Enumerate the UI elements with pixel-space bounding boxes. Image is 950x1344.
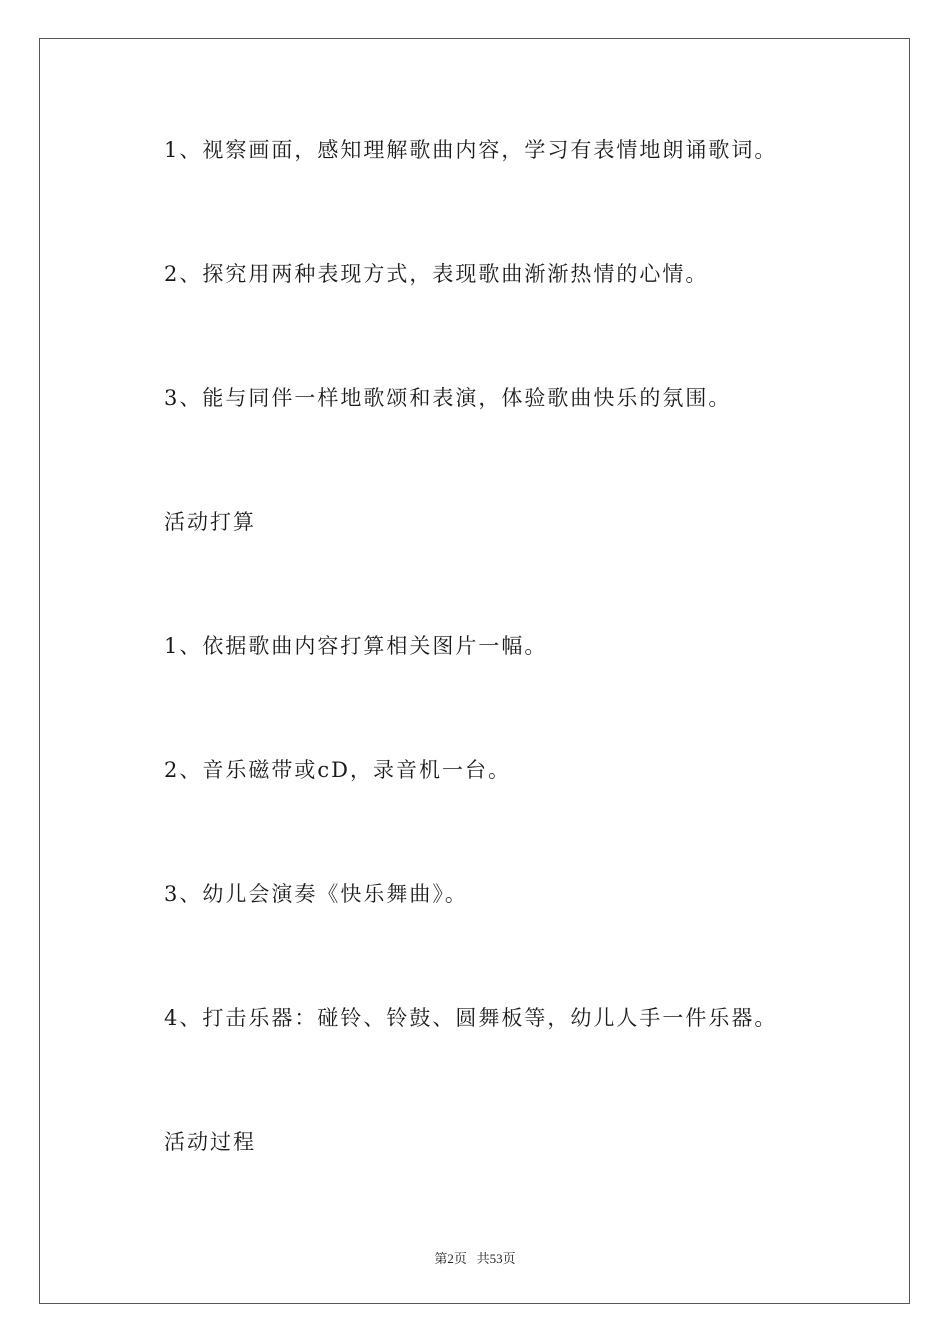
total-pages: 共53页 bbox=[476, 1251, 516, 1266]
preparation-item-2: 2、音乐磁带或cD，录音机一台。 bbox=[164, 758, 511, 782]
preparation-item-3: 3、幼儿会演奏《快乐舞曲》。 bbox=[164, 882, 468, 906]
objective-2: 2、探究用两种表现方式，表现歌曲渐渐热情的心情。 bbox=[164, 262, 709, 286]
page-footer bbox=[0, 1248, 950, 1267]
page-border bbox=[39, 38, 910, 1304]
page-number: 第2页 bbox=[434, 1251, 467, 1266]
preparation-item-4: 4、打击乐器：碰铃、铃鼓、圆舞板等，幼儿人手一件乐器。 bbox=[164, 1006, 778, 1030]
objective-1: 1、视察画面，感知理解歌曲内容，学习有表情地朗诵歌词。 bbox=[164, 138, 778, 162]
section-heading-process: 活动过程 bbox=[164, 1130, 256, 1154]
objective-3: 3、能与同伴一样地歌颂和表演，体验歌曲快乐的氛围。 bbox=[164, 386, 732, 410]
section-heading-preparation: 活动打算 bbox=[164, 510, 256, 534]
preparation-item-1: 1、依据歌曲内容打算相关图片一幅。 bbox=[164, 634, 548, 658]
